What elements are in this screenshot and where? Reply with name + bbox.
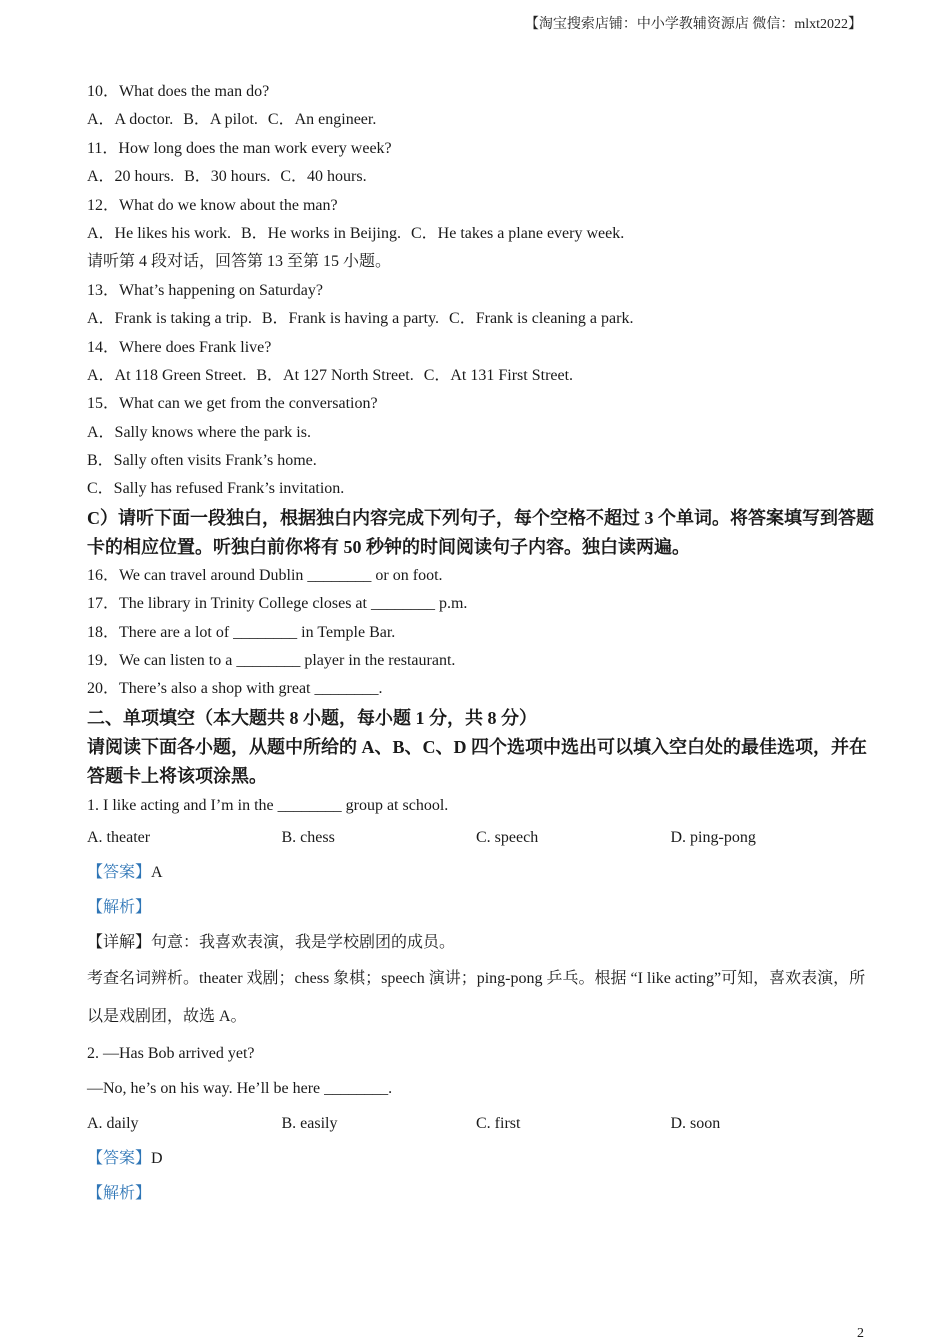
option: C．At 131 First Street. [423,366,574,384]
question-17: 17．The library in Trinity College closes at ________ p.m. [87,595,468,613]
question-20: 20．There’s also a shop with great ________. [87,680,383,698]
option: B．A pilot. [183,111,258,129]
q1-explanation: 考查名词辨析。theater 戏剧；chess 象棋；speech 演讲；ping-pong 乒乓。根据 “I like acting”可知，喜欢表演，所以是戏剧团，故选 A。 [87,970,866,1026]
q2-answer [87,1141,877,1176]
option: B．He works in Beijing. [241,224,401,242]
option-c: C. speech [476,829,539,847]
page-content [87,78,877,1211]
option: A．At 118 Green Street. [87,366,247,384]
question-15: 15．What can we get from the conversation? [87,395,378,413]
option: B．Frank is having a party. [261,310,440,328]
q1-options [87,820,877,855]
option: C．40 hours. [280,168,367,186]
dialog-4-instruction: 请听第 4 段对话，回答第 13 至第 15 小题。 [87,253,392,271]
question-10: 10．What does the man do? [87,83,270,100]
section-c-instruction: C）请听下面一段独白，根据独白内容完成下列句子，每个空格不超过 3 个单词。将答案填写到答题卡的相应位置。听独白前你将有 50 秒钟的时间阅读句子内容。独白读两遍。 [87,507,874,557]
option-a: A. theater [87,829,151,847]
option: A．A doctor. [87,111,174,129]
q1-stem: 1. I like acting and I’m in the ________ group at school. [87,796,449,814]
part-2-instruction: 请阅读下面各小题，从题中所给的 A、B、C、D 四个选项中选出可以填入空白处的最佳选项，并在答题卡上将该项涂黑。 [87,736,867,786]
q2-stem-line-1: 2. —Has Bob arrived yet? [87,1045,255,1063]
option-d: D. soon [670,1115,721,1133]
analysis-tag: 【解析】 [87,1185,152,1203]
question-16: 16．We can travel around Dublin ________ or on foot. [87,566,443,584]
part-2-title: 二、单项填空（本大题共 8 小题，每小题 1 分，共 8 分） [87,707,537,728]
option-c: C. first [476,1115,521,1133]
option: A．20 hours. [87,168,175,186]
option: C．Frank is cleaning a park. [449,310,634,328]
option-b: B. easily [281,1115,338,1133]
analysis-tag: 【解析】 [87,899,152,917]
option-d: D. ping-pong [670,829,756,847]
question-13-options [87,305,877,333]
question-12-options [87,220,877,248]
question-11: 11．How long does the man work every week? [87,139,392,157]
q1-answer [87,855,877,890]
option: A．Frank is taking a trip. [87,310,252,328]
option: C．He takes a plane every week. [411,224,625,242]
question-12: 12．What do we know about the man? [87,196,338,214]
option: A．He likes his work. [87,224,231,242]
question-11-options [87,163,877,191]
question-14-options [87,362,877,390]
answer-tag: 【答案】 [87,1150,152,1168]
q2-analysis-heading [87,1176,877,1211]
option: C．An engineer. [267,111,377,129]
question-15-option-a: A．Sally knows where the park is. [87,423,311,441]
q2-options [87,1106,877,1141]
page-number: 2 [857,1326,864,1341]
option: B．30 hours. [184,168,271,186]
option-b: B. chess [281,829,335,847]
question-10-options [87,106,877,134]
question-18: 18．There are a lot of ________ in Temple Bar. [87,623,396,641]
question-19: 19．We can listen to a ________ player in the restaurant. [87,652,456,670]
option-a: A. daily [87,1115,139,1133]
answer-tag: 【答案】 [87,864,152,882]
question-15-option-b: B．Sally often visits Frank’s home. [87,452,317,470]
question-15-option-c: C．Sally has refused Frank’s invitation. [87,480,345,498]
question-13: 13．What’s happening on Saturday? [87,281,323,299]
page-header: 【淘宝搜索店铺：中小学教辅资源店 微信：mlxt2022】 [524,17,862,32]
answer-value: A [151,864,163,882]
answer-value: D [151,1150,163,1168]
q2-stem-line-2: —No, he’s on his way. He’ll be here ________. [87,1080,393,1098]
q1-analysis-heading [87,890,877,925]
option: B．At 127 North Street. [256,366,414,384]
q1-detail: 【详解】句意：我喜欢表演，我是学校剧团的成员。 [87,934,456,952]
question-14: 14．Where does Frank live? [87,338,272,356]
